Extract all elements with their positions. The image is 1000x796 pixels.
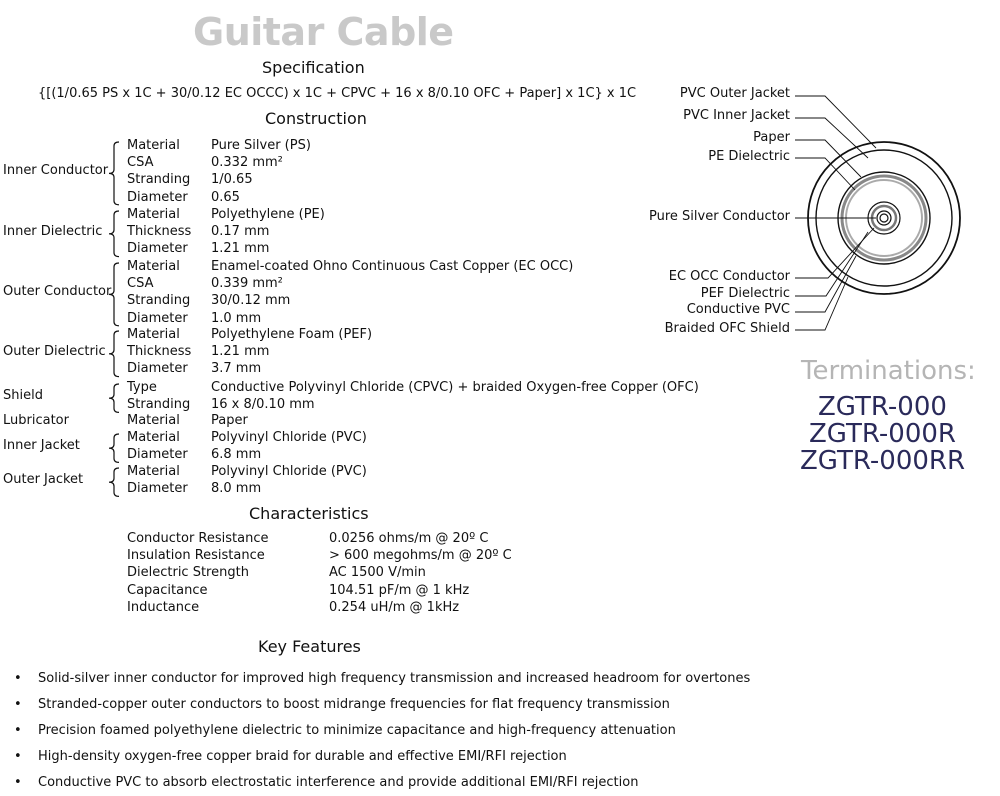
specification-heading: Specification (262, 58, 365, 77)
construction-property-value: Pure Silver (PS) (211, 138, 311, 153)
feature-text: Stranded-copper outer conductors to boost midrange frequencies for flat frequency transmission (38, 697, 670, 712)
construction-group-label: Shield (3, 388, 43, 404)
bullet-icon: • (14, 723, 22, 738)
termination-code: ZGTR-000R (809, 419, 956, 449)
construction-property-value: Polyethylene Foam (PEF) (211, 327, 373, 342)
characteristic-name: Dielectric Strength (127, 565, 249, 581)
construction-property-name: Material (127, 327, 180, 342)
characteristic-value: 0.254 uH/m @ 1kHz (329, 599, 460, 615)
construction-property-name: Material (127, 413, 180, 428)
construction-property-name: Type (127, 380, 157, 395)
construction-property-name: Diameter (127, 310, 188, 326)
construction-property-name: Material (127, 464, 180, 479)
termination-code: ZGTR-000 (818, 392, 947, 422)
construction-property-name: Stranding (127, 397, 191, 413)
construction-property-value: 0.17 mm (211, 224, 270, 240)
construction-property-value: 1.21 mm (211, 241, 270, 257)
construction-property-name: CSA (127, 155, 154, 171)
construction-property-value: Polyvinyl Chloride (PVC) (211, 464, 367, 479)
characteristic-value: > 600 megohms/m @ 20º C (329, 548, 512, 564)
termination-code: ZGTR-000RR (800, 446, 966, 476)
construction-property-value: 6.8 mm (211, 447, 262, 463)
terminations-heading: Terminations: (801, 356, 976, 386)
diagram-layer-label: PVC Outer Jacket (679, 86, 790, 101)
construction-property-name: Thickness (127, 344, 192, 360)
diagram-layer-label: PEF Dielectric (700, 286, 790, 301)
construction-property-name: Diameter (127, 361, 188, 377)
characteristic-value: AC 1500 V/min (329, 565, 426, 581)
construction-property-name: Diameter (127, 481, 188, 497)
construction-property-value: Polyvinyl Chloride (PVC) (211, 430, 367, 445)
feature-text: High-density oxygen-free copper braid for durable and effective EMI/RFI rejection (38, 749, 567, 764)
construction-property-value: 0.65 (211, 189, 240, 205)
construction-property-value: 0.339 mm² (211, 276, 283, 292)
construction-property-name: Stranding (127, 293, 191, 309)
construction-group-label: Inner Jacket (3, 438, 80, 454)
key-features-heading: Key Features (258, 637, 361, 656)
leader-lines (795, 96, 876, 330)
construction-property-value: 30/0.12 mm (211, 293, 291, 309)
construction-group-label: Inner Conductor (3, 163, 109, 179)
characteristic-value: 104.51 pF/m @ 1 kHz (329, 582, 470, 598)
construction-property-value: Enamel-coated Ohno Continuous Cast Copper (EC OCC) (211, 259, 574, 274)
construction-property-value: 16 x 8/0.10 mm (211, 397, 315, 413)
construction-property-name: Diameter (127, 241, 188, 257)
characteristic-name: Insulation Resistance (127, 548, 265, 564)
diagram-layer-label: EC OCC Conductor (668, 269, 790, 284)
feature-text: Solid-silver inner conductor for improved high frequency transmission and increased headroom for overtones (38, 671, 751, 686)
construction-group-label: Inner Dielectric (3, 223, 103, 239)
construction-property-value: 8.0 mm (211, 481, 262, 497)
diagram-layer-label: PE Dielectric (708, 149, 790, 164)
feature-text: Precision foamed polyethylene dielectric to minimize capacitance and high-frequency attenuation (38, 723, 676, 738)
construction-property-value: 1.0 mm (211, 310, 262, 326)
construction-property-name: Material (127, 430, 180, 445)
page-title: Guitar Cable (193, 10, 454, 54)
bullet-icon: • (14, 697, 22, 712)
construction-property-name: Material (127, 207, 180, 222)
feature-text: Conductive PVC to absorb electrostatic interference and provide additional EMI/RFI rejection (38, 775, 639, 790)
construction-property-name: Diameter (127, 447, 188, 463)
construction-property-value: Paper (211, 413, 248, 428)
diagram-layer-label: Paper (753, 130, 790, 145)
bullet-icon: • (14, 775, 22, 790)
bullet-icon: • (14, 671, 22, 686)
construction-property-value: 3.7 mm (211, 361, 262, 377)
construction-group-label: Outer Dielectric (3, 343, 106, 359)
construction-property-name: Thickness (127, 224, 192, 240)
bullet-icon: • (14, 749, 22, 764)
construction-property-value: Polyethylene (PE) (211, 207, 325, 222)
diagram-layer-label: Braided OFC Shield (664, 321, 790, 336)
pe-dielectric-ring (877, 211, 891, 225)
specification-text: {[(1/0.65 PS x 1C + 30/0.12 EC OCCC) x 1C + CPVC + 16 x 8/0.10 OFC + Paper] x 1C} x 1C (38, 86, 637, 101)
construction-property-value: Conductive Polyvinyl Chloride (CPVC) + braided Oxygen-free Copper (OFC) (211, 380, 699, 395)
characteristic-value: 0.0256 ohms/m @ 20º C (329, 531, 489, 546)
construction-group-label: Lubricator (3, 412, 69, 428)
characteristic-name: Capacitance (127, 582, 208, 598)
construction-group-label: Outer Jacket (3, 472, 84, 488)
construction-heading: Construction (265, 109, 367, 128)
characteristic-name: Conductor Resistance (127, 531, 269, 546)
diagram-layer-label: Pure Silver Conductor (649, 209, 790, 224)
construction-group-label: Outer Conductor (3, 284, 112, 300)
characteristics-heading: Characteristics (249, 504, 369, 523)
construction-property-value: 1/0.65 (211, 172, 253, 188)
characteristic-name: Inductance (127, 599, 200, 615)
construction-property-name: Diameter (127, 189, 188, 205)
construction-property-value: 1.21 mm (211, 344, 270, 360)
construction-property-name: CSA (127, 276, 154, 292)
construction-property-name: Stranding (127, 172, 191, 188)
diagram-layer-label: PVC Inner Jacket (683, 108, 790, 123)
construction-property-name: Material (127, 138, 180, 153)
construction-property-name: Material (127, 259, 180, 274)
construction-property-value: 0.332 mm² (211, 155, 283, 171)
diagram-layer-label: Conductive PVC (686, 302, 790, 317)
silver-conductor-core (880, 214, 888, 222)
